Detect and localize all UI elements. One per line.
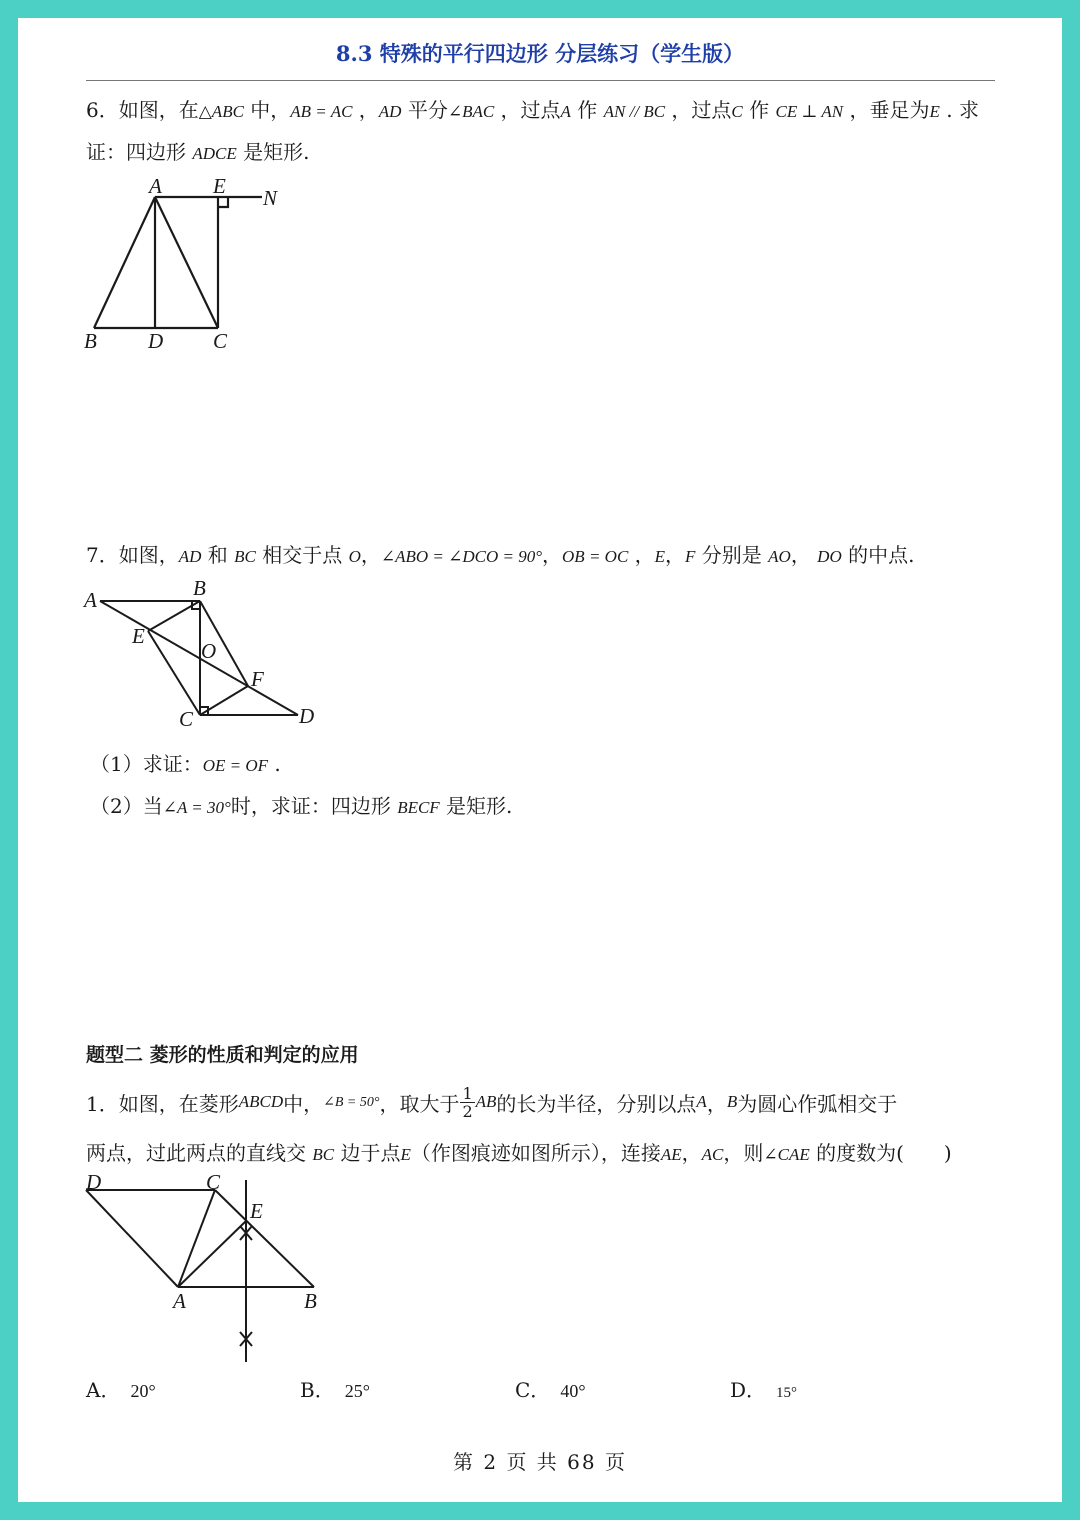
q1-line-1: 1．如图，在菱形 ABCD 中， ∠B = 50° ，取大于 $\frac{1}{2}$ AB 的长为半径，分别以点 A ， B 为圆心作弧相交于	[86, 1083, 898, 1121]
q6-label-A: A	[149, 174, 162, 198]
q7-label-F: F	[251, 667, 264, 691]
fraction-one-half: $\frac{1}{2}$	[462, 1083, 473, 1121]
q6-label-C: C	[213, 329, 228, 353]
q1-label-E: E	[250, 1199, 263, 1223]
q6-line-1: 6．如图，在△ABC 中，AB = AC ，AD 平分∠BAC ，过点A 作 AN // BC ，过点C 作 CE ⊥ AN ，垂足为E . 求	[86, 98, 979, 122]
q6-label-N: N	[263, 186, 278, 210]
q6-label-E: E	[213, 174, 226, 198]
q7-label-O: O	[201, 639, 217, 663]
page-number: 第 2 页 共 68 页	[453, 1450, 627, 1474]
q7-label-C: C	[179, 707, 194, 731]
option-b[interactable]: B． 25°	[300, 1378, 370, 1402]
q6-label-D: D	[148, 329, 164, 353]
q7-part-1: （1）求证：OE = OF .	[90, 752, 281, 776]
q6-figure	[70, 170, 310, 360]
q1-label-D: D	[86, 1170, 102, 1194]
q1-line-2: 两点，过此两点的直线交 BC 边于点E（作图痕迹如图所示），连接AE，AC，则∠CAE 的度数为( )	[86, 1141, 952, 1165]
q7-label-E: E	[132, 624, 145, 648]
option-a[interactable]: A． 20°	[86, 1378, 156, 1402]
q7-label-A: A	[84, 588, 97, 612]
q1-label-A: A	[173, 1289, 186, 1313]
q7-figure	[70, 570, 330, 740]
page-title: 8.3 特殊的平行四边形 分层练习（学生版）	[335, 41, 745, 66]
q7-label-B: B	[193, 576, 206, 600]
option-d[interactable]: D． 15°	[730, 1378, 798, 1402]
q6-label-B: B	[84, 329, 97, 353]
q7-line-1: 7．如图，AD 和 BC 相交于点 O，∠ABO = ∠DCO = 90°，OB = OC ，E，F 分别是 AO， DO 的中点.	[86, 543, 915, 567]
q7-part-2: （2）当∠A = 30°时，求证：四边形 BECF 是矩形.	[90, 794, 513, 818]
q1-figure	[70, 1168, 340, 1368]
section-title: 题型二 菱形的性质和判定的应用	[86, 1044, 359, 1066]
option-c[interactable]: C． 40°	[515, 1378, 586, 1402]
header-divider	[86, 80, 995, 81]
q1-label-B: B	[304, 1289, 317, 1313]
q1-label-C: C	[206, 1170, 221, 1194]
q6-line-2: 证：四边形 ADCE 是矩形.	[86, 140, 310, 164]
q7-label-D: D	[299, 704, 315, 728]
